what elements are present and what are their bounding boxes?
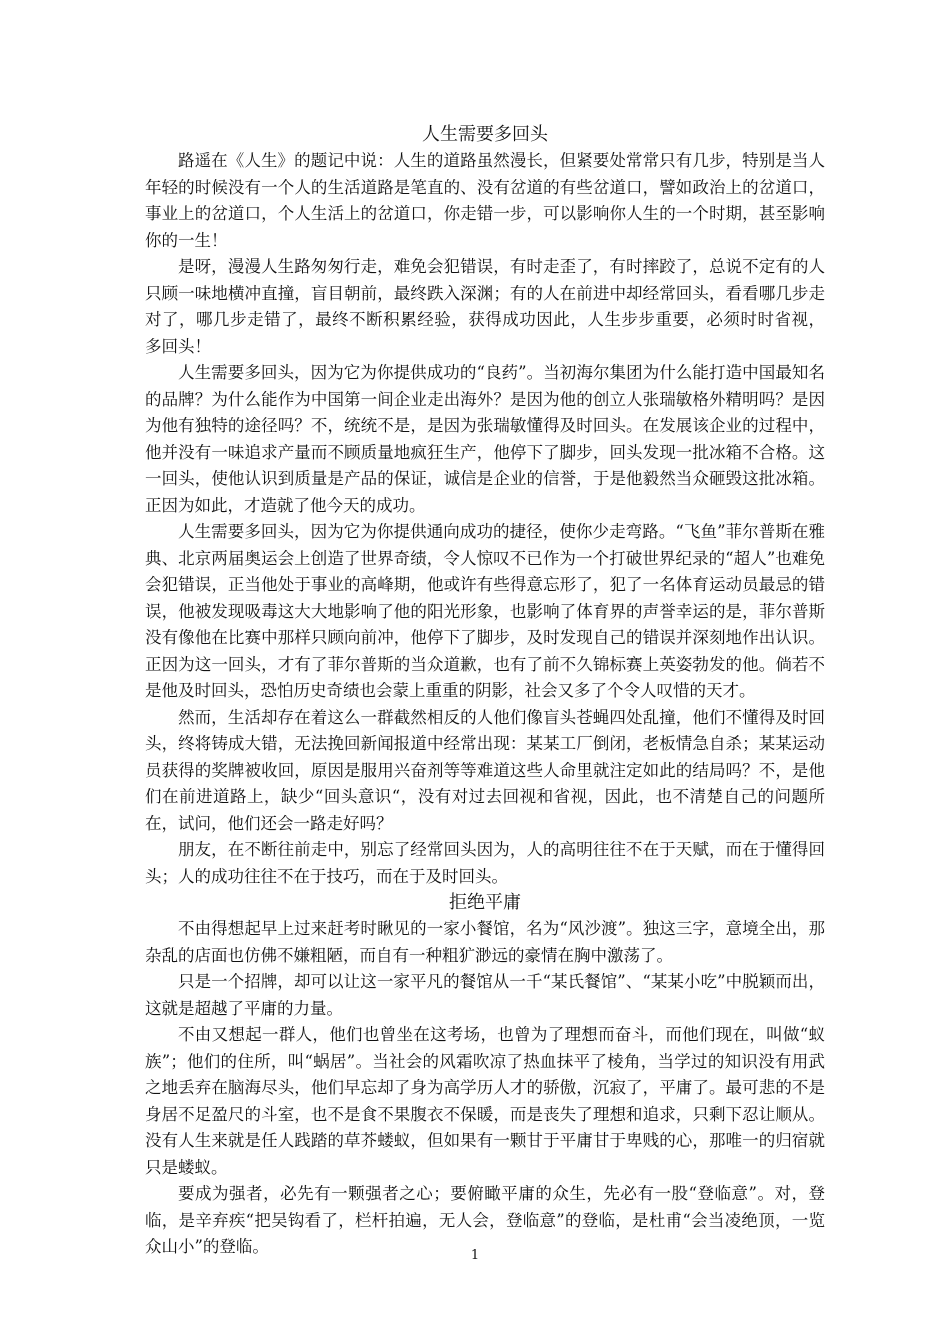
paragraph: 朋友，在不断往前走中，别忘了经常回头因为，人的高明往往不在于天赋，而在于懂得回头；人的成功往往不在于技巧，而在于及时回头。 <box>145 840 825 886</box>
essay-rensheng <box>145 122 825 890</box>
paragraph: 人生需要多回头，因为它为你提供成功的“良药”。当初海尔集团为什么能打造中国最知名的品牌？为什么能作为中国第一间企业走出海外？是因为他的创立人张瑞敏格外精明吗？是因为他有独特的途径吗？不，统统不是，是因为张瑞敏懂得及时回头。在发展该企业的过程中，他并没有一味追求产量而不顾质量地疯狂生产，他停下了脚步，回头发现一批冰箱不合格。这一回头，使他认识到质量是产品的保证，诚信是企业的信誉，于是他毅然当众砸毁这批冰箱。正因为如此，才造就了他今天的成功。 <box>145 363 825 515</box>
page-number: 1 <box>470 1248 480 1263</box>
document-page <box>145 122 825 1261</box>
paragraph: 只是一个招牌，却可以让这一家平凡的餐馆从一千“某氏餐馆”、“某某小吃”中脱颖而出，这就是超越了平庸的力量。 <box>145 972 825 1018</box>
essay-title: 拒绝平庸 <box>449 892 521 913</box>
paragraph: 人生需要多回头，因为它为你提供通向成功的捷径，使你少走弯路。“飞鱼”菲尔普斯在雅典、北京两届奥运会上创造了世界奇绩，令人惊叹不已作为一个打破世界纪录的“超人”也难免会犯错误，正当他处于事业的高峰期，他或许有些得意忘形了，犯了一名体育运动员最忌的错误，他被发现吸毒这大大地影响了他的阳光形象，也影响了体育界的声誉幸运的是，菲尔普斯没有像他在比赛中那样只顾向前冲，他停下了脚步，及时发现自己的错误并深刻地作出认识。正因为这一回头，才有了菲尔普斯的当众道歉，也有了前不久锦标赛上英姿勃发的他。倘若不是他及时回头，恐怕历史奇绩也会蒙上重重的阴影，社会又多了个令人叹惜的天才。 <box>145 522 825 700</box>
essay-jujue-pingyong <box>145 890 825 1261</box>
essay-title: 人生需要多回头 <box>422 124 548 145</box>
paragraph: 不由又想起一群人，他们也曾坐在这考场，也曾为了理想而奋斗，而他们现在，叫做“蚁族”；他们的住所，叫“蜗居”。当社会的风霜吹凉了热血抹平了棱角，当学过的知识没有用武之地丢弃在脑海尽头，他们早忘却了身为高学历人才的骄傲，沉寂了，平庸了。最可悲的不是身居不足盈尺的斗室，也不是食不果腹衣不保暖，而是丧失了理想和追求，只剩下忍让顺从。没有人生来就是任人践踏的草芥蝼蚁，但如果有一颗甘于平庸甘于卑贱的心，那唯一的归宿就只是蝼蚁。 <box>145 1025 825 1177</box>
paragraph: 路遥在《人生》的题记中说：人生的道路虽然漫长，但紧要处常常只有几步，特别是当人年轻的时候没有一个人的生活道路是笔直的、没有岔道的有些岔道口，譬如政治上的岔道口，事业上的岔道口，个人生活上的岔道口，你走错一步，可以影响你人生的一个时期，甚至影响你的一生！ <box>145 151 825 250</box>
paragraph: 是呀，漫漫人生路匆匆行走，难免会犯错误，有时走歪了，有时摔跤了，总说不定有的人只顾一味地横冲直撞，盲目朝前，最终跌入深渊；有的人在前进中却经常回头，看看哪几步走对了，哪几步走错了，最终不断积累经验，获得成功因此，人生步步重要，必须时时省视， 多回头！ <box>145 257 825 356</box>
paragraph: 然而，生活却存在着这么一群截然相反的人他们像盲头苍蝇四处乱撞，他们不懂得及时回头，终将铸成大错，无法挽回新闻报道中经常出现：某某工厂倒闭，老板情急自杀；某某运动员获得的奖牌被收回，原因是服用兴奋剂等等难道这些人命里就注定如此的结局吗？不，是他们在前进道路上，缺少“回头意识“，没有对过去回视和省视，因此，也不清楚自己的问题所在，试问，他们还会一路走好吗？ <box>145 707 825 833</box>
paragraph: 不由得想起早上过来赶考时瞅见的一家小餐馆，名为“风沙渡”。独这三字，意境全出，那杂乱的店面也仿佛不嫌粗陋，而自有一种粗犷渺远的豪情在胸中激荡了。 <box>145 919 825 965</box>
paragraph: 要成为强者，必先有一颗强者之心；要俯瞰平庸的众生，先必有一股“登临意”。对，登临，是辛弃疾“把吴钩看了，栏杆拍遍，无人会，登临意”的登临，是杜甫“会当凌绝顶，一览众山小”的登临。 <box>145 1184 825 1256</box>
